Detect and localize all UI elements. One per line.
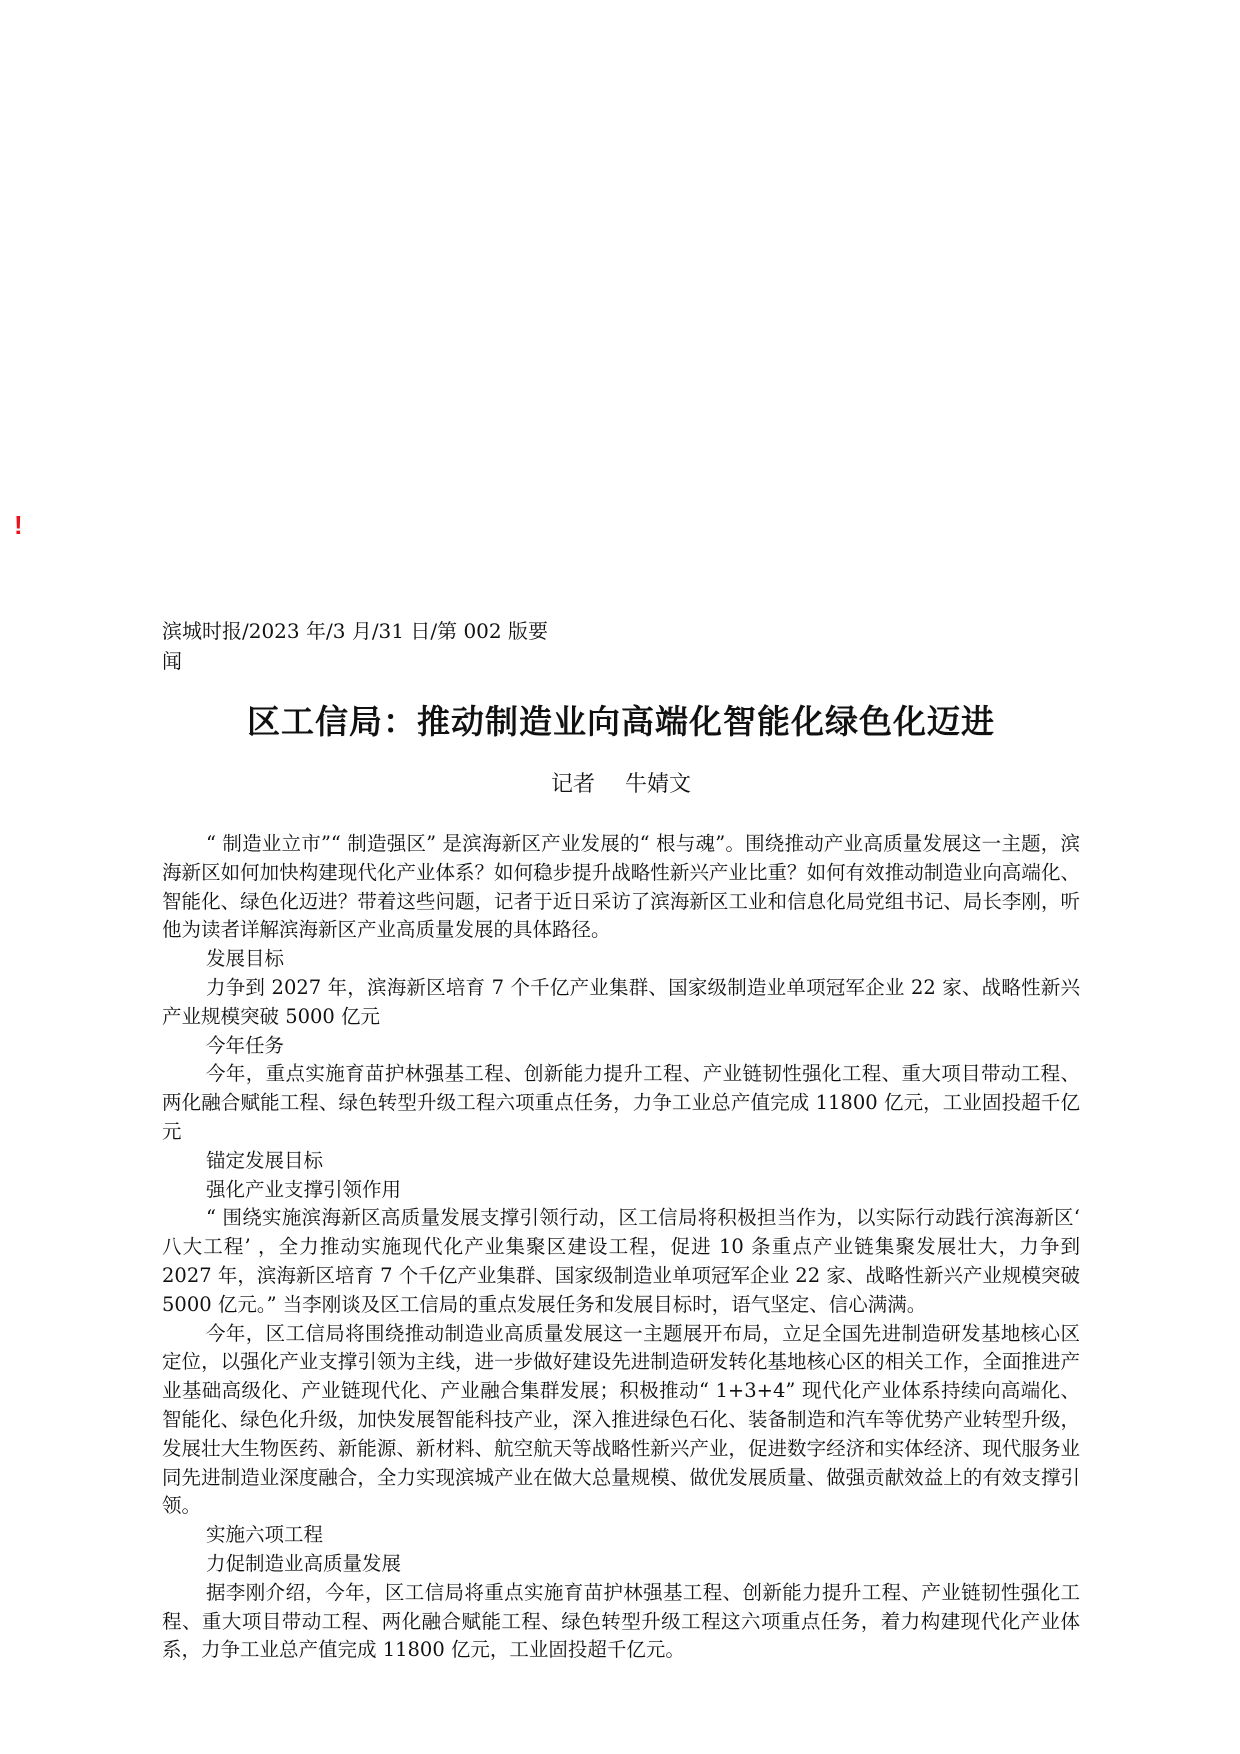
paragraph-six-tasks: 据李刚介绍，今年，区工信局将重点实施育苗护林强基工程、创新能力提升工程、产业链韧性强化工程、重大项目带动工程、两化融合赋能工程、绿色转型升级工程这六项重点任务，着力构建现代化产业体系，力争工业总产值完成 11800 亿元，工业固投超千亿元。 xyxy=(162,1580,1080,1662)
paragraph-intro: “ 制造业立市”“ 制造强区” 是滨海新区产业发展的“ 根与魂”。围绕推动产业高质量发展这一主题，滨海新区如何加快构建现代化产业体系？如何稳步提升战略性新兴产业比重？如何有效推动制造业向高端化、智能化、绿色化迈进？带着这些问题，记者于近日采访了滨海新区工业和信息化局党组书记、局长李刚，听他为读者详解滨海新区产业高质量发展的具体路径。 xyxy=(162,832,1080,942)
article-body xyxy=(162,830,1080,1665)
byline-role: 记者 xyxy=(550,772,595,797)
paragraph-layout: 今年，区工信局将围绕推动制造业高质量发展这一主题展开布局，立足全国先进制造研发基地核心区定位，以强化产业支撑引领为主线，进一步做好建设先进制造研发转化基地核心区的相关工作，全面推进产业基础高级化、产业链现代化、产业融合集群发展；积极推动“ 1+3+4” 现代化产业体系持续向高端化、智能化、绿色化升级，加快发展智能科技产业，深入推进绿色石化、装备制造和汽车等优势产业转型升级，发展壮大生物医药、新能源、新材料、航空航天等战略性新兴产业，促进数字经济和实体经济、现代服务业同先进制造业深度融合，全力实现滨城产业在做大总量规模、做优发展质量、做强贡献效益上的有效支撑引领。 xyxy=(162,1321,1080,1518)
paragraph-tasks: 今年，重点实施育苗护林强基工程、创新能力提升工程、产业链韧性强化工程、重大项目带动工程、两化融合赋能工程、绿色转型升级工程六项重点任务，力争工业总产值完成 11800 亿元，工业固投超千亿元 xyxy=(162,1062,1080,1143)
byline xyxy=(162,770,1080,800)
subheading-development-goal: 发展目标 xyxy=(206,947,285,971)
byline-author: 牛婧文 xyxy=(625,772,692,797)
publication-source-line: 滨城时报/2023 年/3 月/31 日/第 002 版要闻 xyxy=(162,619,548,673)
article-title: 区工信局：推动制造业向高端化智能化绿色化迈进 xyxy=(247,702,995,741)
subheading-promote-manufacturing: 力促制造业高质量发展 xyxy=(206,1551,402,1575)
subheading-six-projects: 实施六项工程 xyxy=(206,1523,324,1547)
subheading-anchor-goals: 锚定发展目标 xyxy=(206,1148,324,1172)
subheading-strengthen-support: 强化产业支撑引领作用 xyxy=(206,1177,402,1201)
paragraph-quote: “ 围绕实施滨海新区高质量发展支撑引领行动，区工信局将积极担当作为，以实际行动践行滨海新区‘ 八大工程’ ，全力推动实施现代化产业集聚区建设工程，促进 10 条重点产业链集聚发展壮大，力争到 2027 年，滨海新区培育 7 个千亿产业集群、国家级制造业单项冠军企业 22 家、战略性新兴产业规模突破 5000 亿元。” 当李刚谈及区工信局的重点发展任务和发展目标时，语气坚定、信心满满。 xyxy=(162,1206,1080,1316)
subheading-this-year-tasks: 今年任务 xyxy=(206,1033,285,1057)
exclamation-marker: ! xyxy=(14,510,23,540)
paragraph-goal: 力争到 2027 年，滨海新区培育 7 个千亿产业集群、国家级制造业单项冠军企业 22 家、战略性新兴产业规模突破 5000 亿元 xyxy=(162,975,1080,1028)
